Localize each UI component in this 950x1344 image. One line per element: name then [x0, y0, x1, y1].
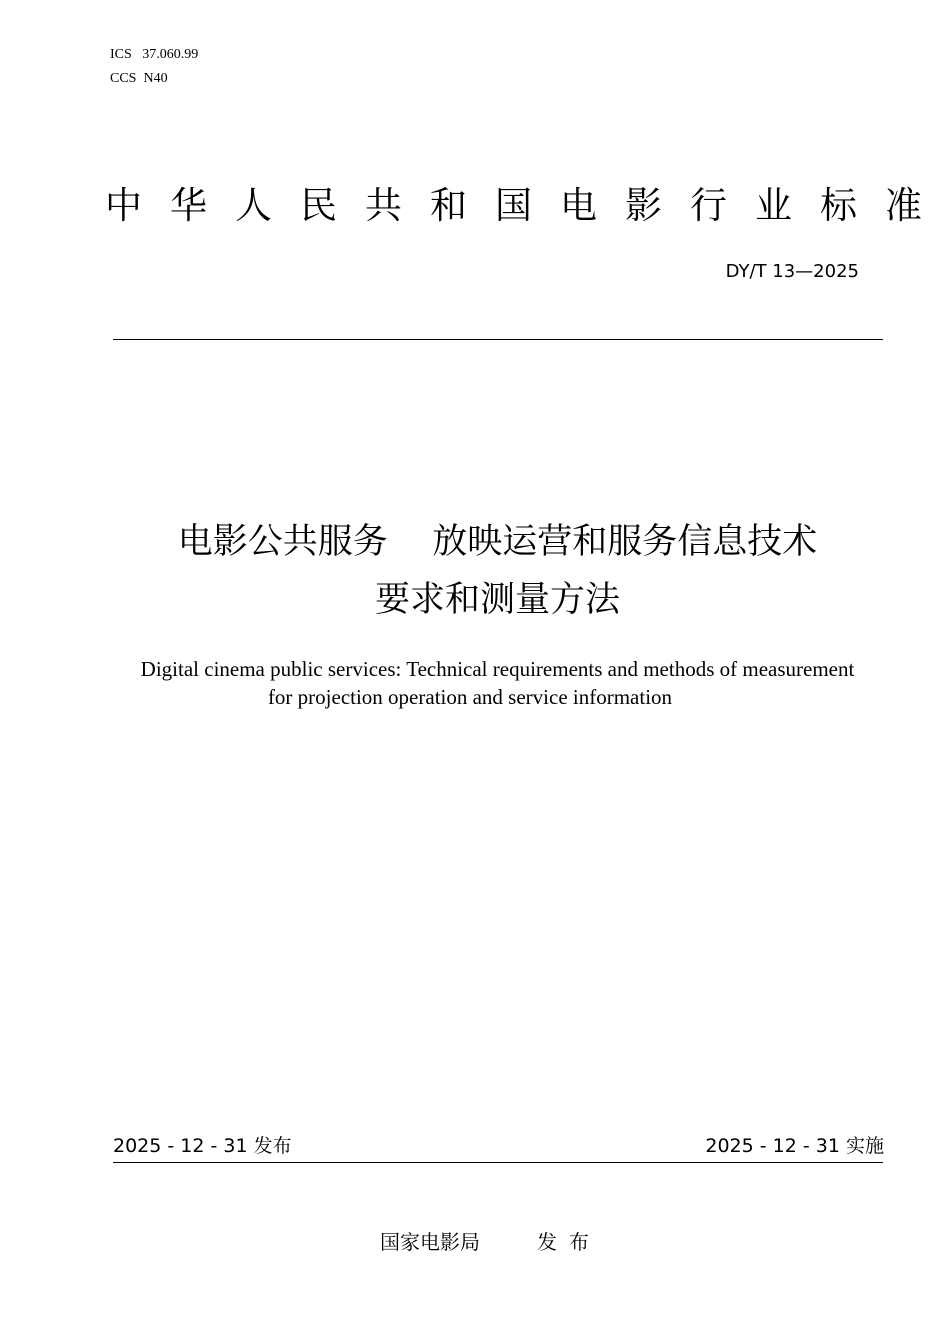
standard-category-title: 中华人民共和国电影行业标准 — [105, 184, 950, 227]
issue-date: 2025 - 12 - 31 发布 — [113, 1135, 292, 1157]
implementation-date: 2025 - 12 - 31 实施 — [705, 1135, 884, 1157]
ics-code: ICS 37.060.99 — [110, 47, 199, 62]
bottom-divider — [113, 1162, 883, 1163]
standard-number: DY/T 13—2025 — [725, 261, 859, 282]
top-divider — [113, 339, 883, 340]
ccs-code: CCS N40 — [110, 71, 168, 86]
publisher-name: 国家电影局 — [380, 1230, 480, 1254]
document-title-en-line2: for projection operation and service information — [267, 685, 673, 709]
document-title-zh-line2: 要求和测量方法 — [374, 580, 620, 620]
publish-label: 发布 — [537, 1230, 601, 1254]
document-title-zh-line1: 电影公共服务 放映运营和服务信息技术 — [177, 522, 818, 562]
document-title-en-line1: Digital cinema public services: Technical requirements and methods of measurement — [140, 657, 855, 681]
